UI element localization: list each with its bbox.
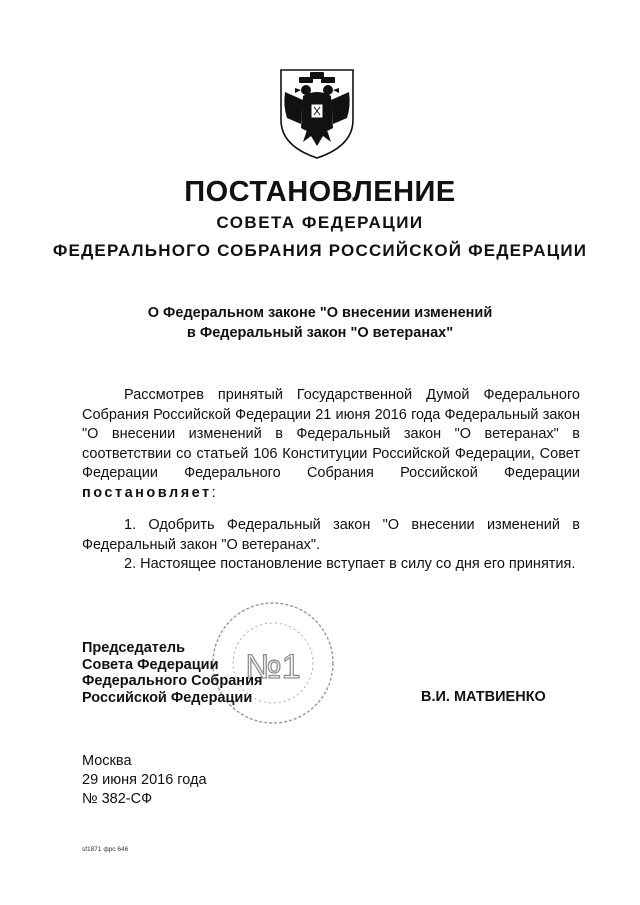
document-title: ПОСТАНОВЛЕНИЕ <box>184 176 456 208</box>
document-number: № 382-СФ <box>82 791 153 807</box>
coat-of-arms-icon <box>275 68 359 160</box>
document-body <box>82 386 580 575</box>
document-date: 29 июня 2016 года <box>82 772 207 788</box>
signature-position-line-3: Федерального Собрания <box>82 673 263 689</box>
item-1-paragraph: 1. Одобрить Федеральный закон "О внесении изменений в Федеральный закон "О ветеранах". <box>82 517 580 553</box>
subject-line-2: в Федеральный закон "О ветеранах" <box>186 325 454 341</box>
place-date-block <box>82 752 207 809</box>
document-subtitle-assembly: ФЕДЕРАЛЬНОГО СОБРАНИЯ РОССИЙСКОЙ ФЕДЕРАЦИИ <box>52 241 588 260</box>
signature-position-line-2: Совета Федерации <box>82 656 219 673</box>
preamble-text: Рассмотрев принятый Государственной Думой Федерального Собрания Российской Федерации 21 июня 2016 года Федеральный закон "О внесении изменений в Федеральный закон "О ветеранах" в соответствии со статьей 106 Конституции Российской Федерации, Совет Федерации Федерального Собрания Российской Федерации <box>82 387 580 481</box>
preamble-paragraph <box>82 386 580 503</box>
item-2-paragraph: 2. Настоящее постановление вступает в силу со дня его принятия. <box>124 556 576 572</box>
subject-line-1: О Федеральном законе "О внесении изменений <box>147 305 493 321</box>
decision-colon: : <box>211 484 216 501</box>
decision-word: постановляет <box>82 484 212 501</box>
signature-position-line-4: Российской Федерации <box>82 689 253 706</box>
footer-code: sf1871 фрс 646 <box>82 846 129 853</box>
stamp-number: №1 <box>245 648 301 686</box>
signatory-name: В.И. МАТВИЕНКО <box>421 689 546 705</box>
signature-position-line-1: Председатель <box>82 640 186 656</box>
city: Москва <box>82 753 132 769</box>
signature-block <box>82 640 262 706</box>
document-subtitle-council: СОВЕТА ФЕДЕРАЦИИ <box>216 213 424 232</box>
